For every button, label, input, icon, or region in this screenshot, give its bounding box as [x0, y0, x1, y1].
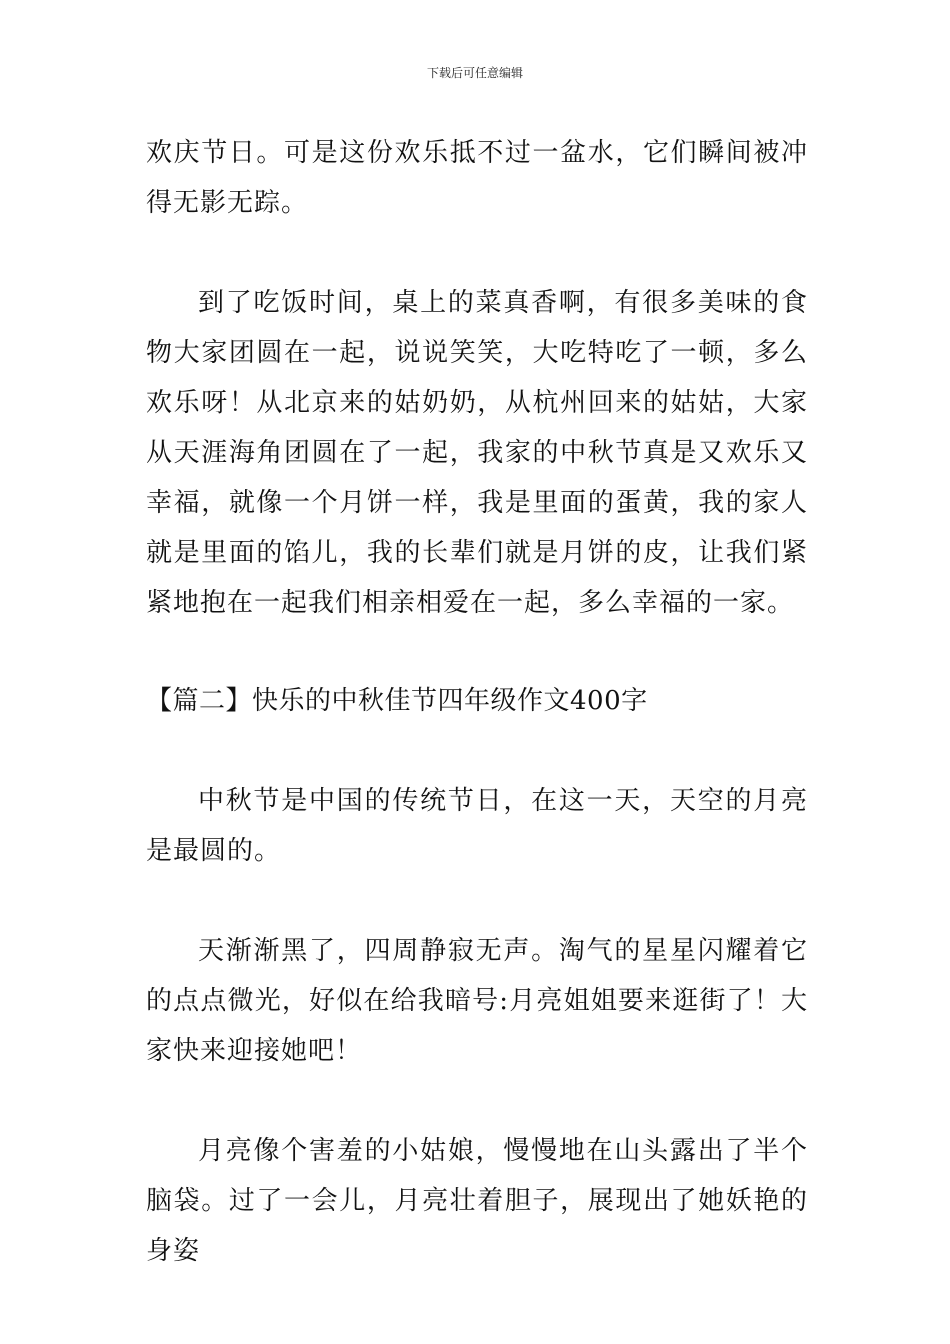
paragraph-2: 到了吃饭时间，桌上的菜真香啊，有很多美味的食物大家团圆在一起，说说笑笑，大吃特吃了一顿，多么欢乐呀！从北京来的姑奶奶，从杭州回来的姑姑，大家从天涯海角团圆在了一起，我家的中秋节真是又欢乐又幸福，就像一个月饼一样，我是里面的蛋黄，我的家人就是里面的馅儿，我的长辈们就是月饼的皮，让我们紧紧地抱在一起我们相亲相爱在一起，多么幸福的一家。 [146, 288, 808, 618]
paragraph-5: 月亮像个害羞的小姑娘，慢慢地在山头露出了半个脑袋。过了一会儿，月亮壮着胆子，展现出了她妖艳的身姿 [146, 1136, 808, 1266]
page-header-note: 下载后可任意编辑 [426, 66, 523, 80]
paragraph-1: 欢庆节日。可是这份欢乐抵不过一盆水，它们瞬间被冲得无影无踪。 [146, 138, 808, 218]
section-heading: 【篇二】快乐的中秋佳节四年级作文400字 [146, 686, 648, 716]
paragraph-3: 中秋节是中国的传统节日，在这一天，天空的月亮是最圆的。 [146, 786, 808, 866]
paragraph-4: 天渐渐黑了，四周静寂无声。淘气的星星闪耀着它的点点微光，好似在给我暗号:月亮姐姐要来逛街了！大家快来迎接她吧！ [146, 936, 808, 1066]
document-body [146, 128, 808, 1276]
